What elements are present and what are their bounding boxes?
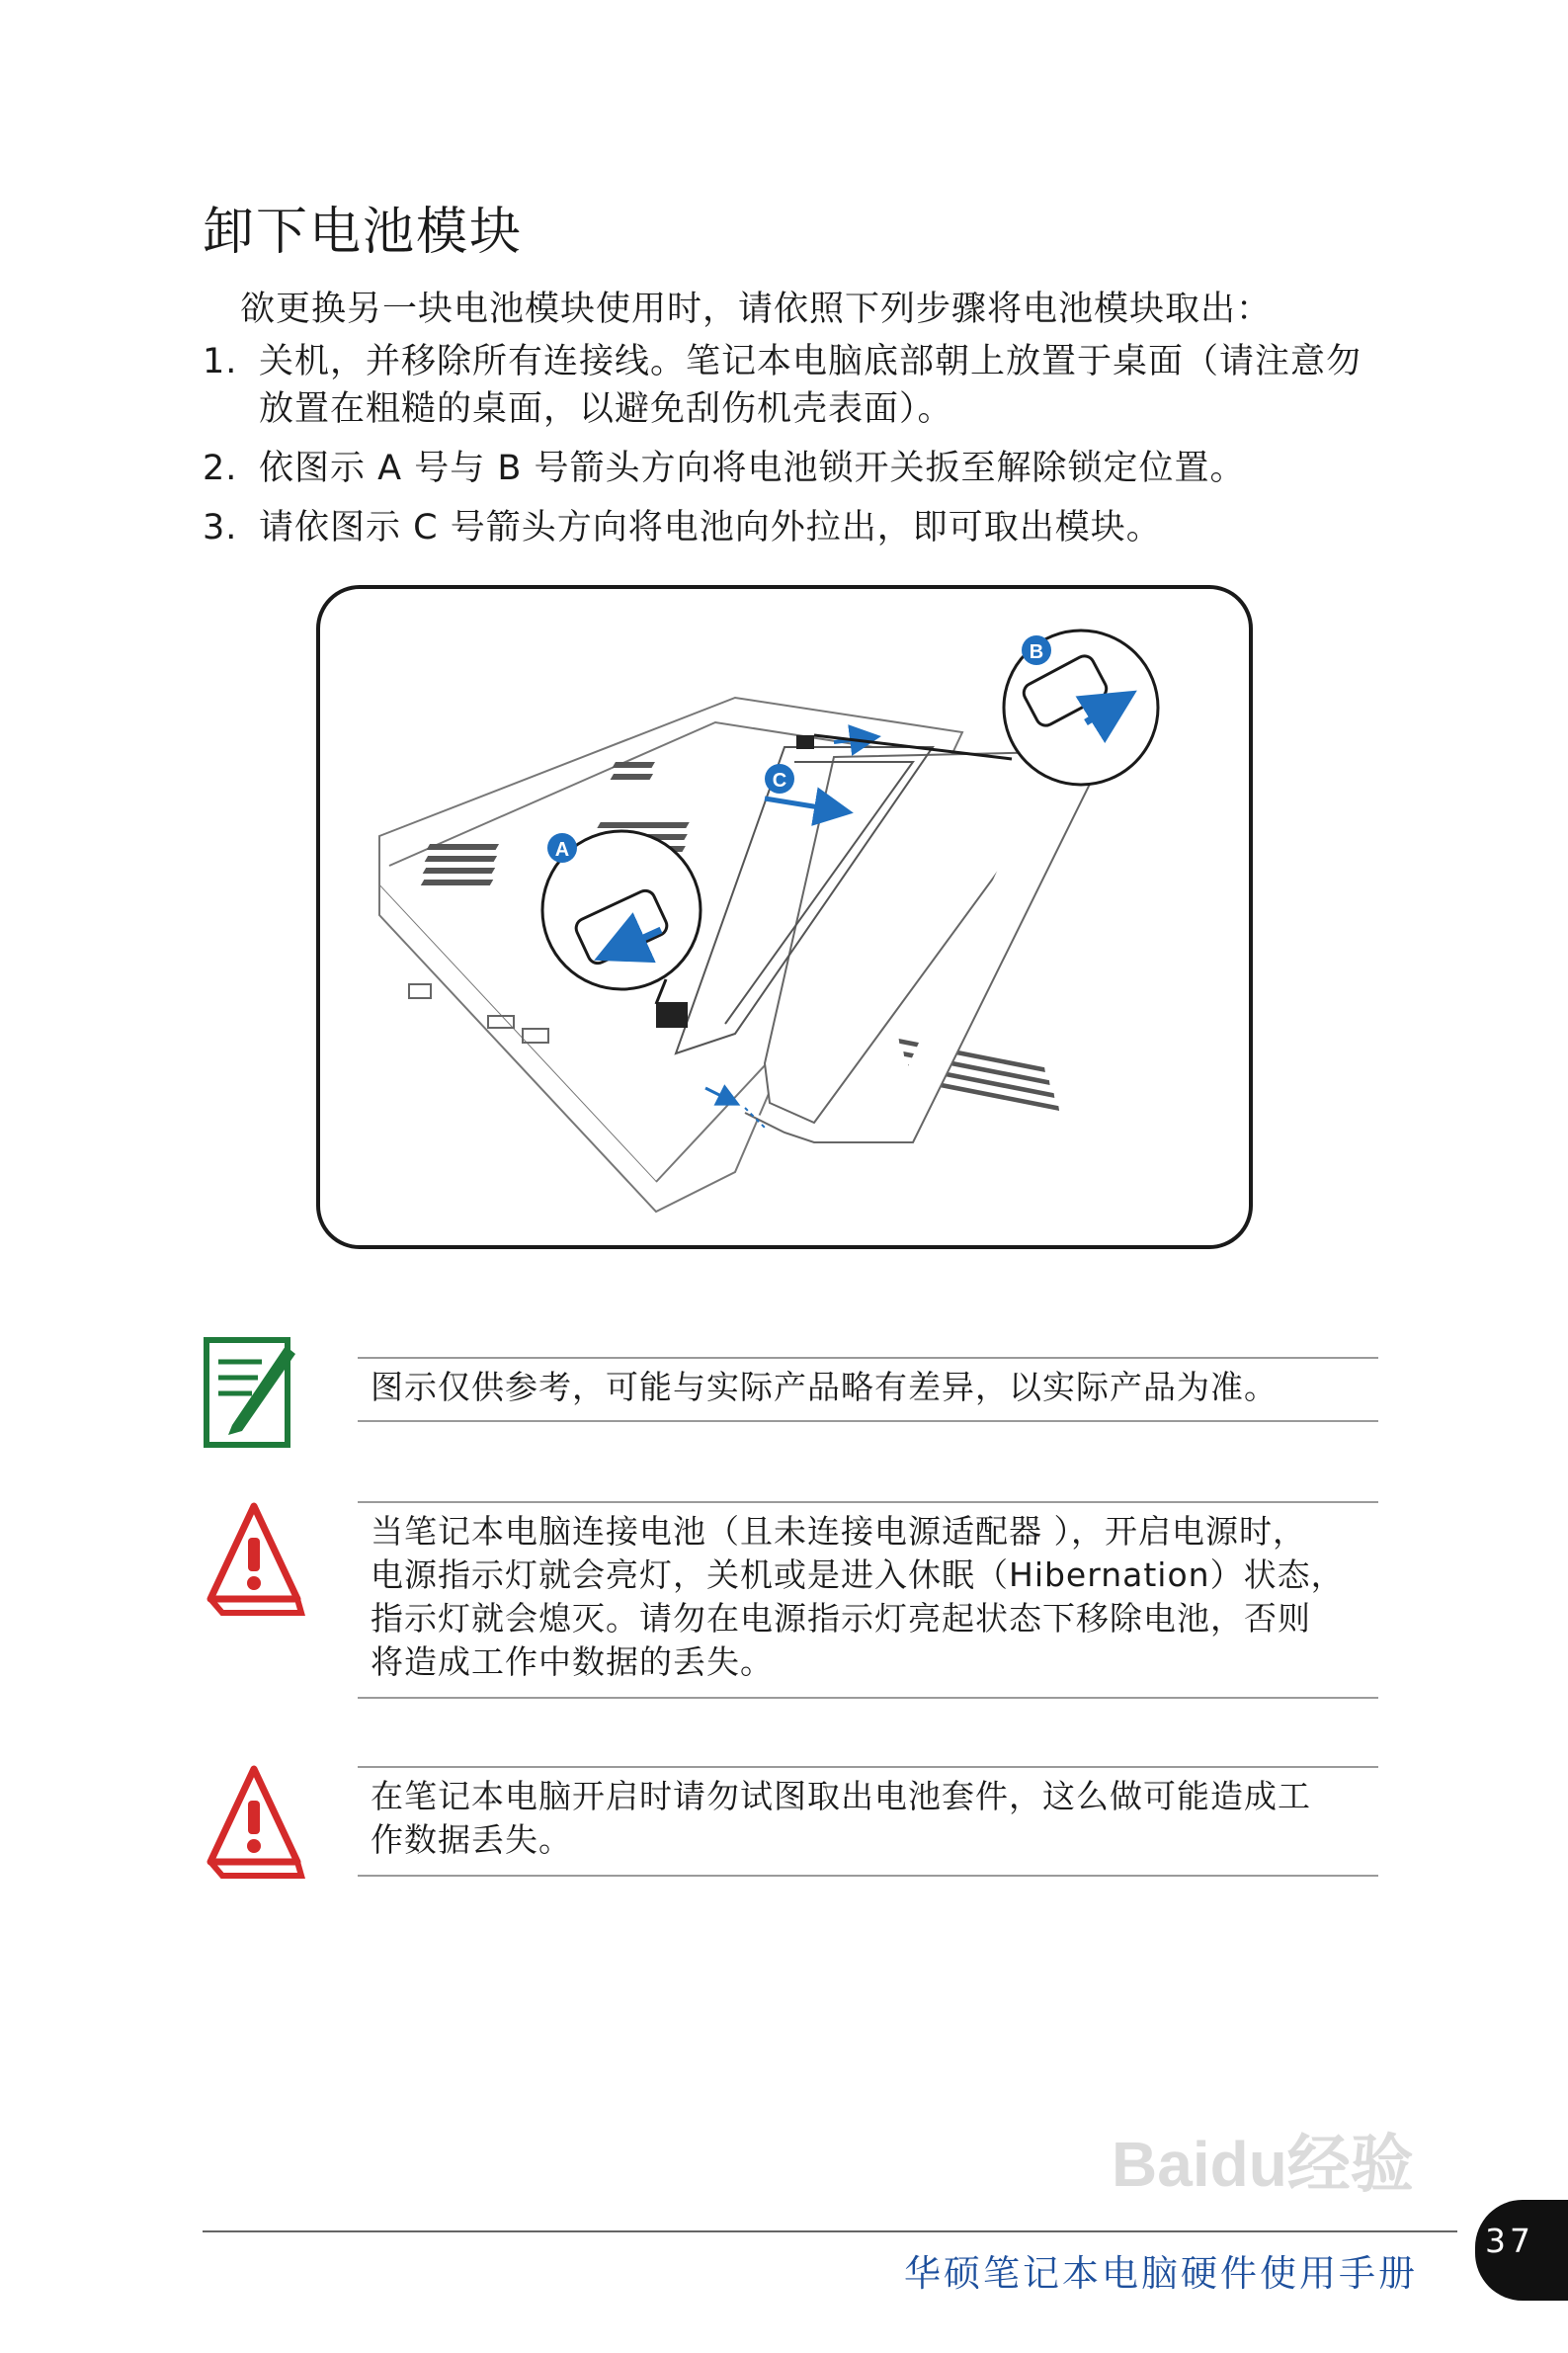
step-number: 2. — [203, 449, 238, 488]
warning-icon — [203, 1763, 305, 1884]
step-item-2 — [203, 445, 1388, 492]
warning2-bottom-rule — [358, 1875, 1378, 1877]
warning2-top-rule — [358, 1766, 1378, 1768]
lock-switch-a — [656, 1002, 688, 1028]
battery-removal-illustration — [316, 585, 1253, 1249]
step-item-3 — [203, 504, 1388, 551]
warning2-text — [371, 1775, 1378, 1862]
note-top-rule — [358, 1357, 1378, 1359]
warning1-bottom-rule — [358, 1697, 1378, 1699]
warning1-text — [371, 1510, 1378, 1684]
step-text-line: 请依图示 C 号箭头方向将电池向外拉出，即可取出模块。 — [259, 508, 1162, 547]
baidu-watermark-logo — [1112, 2125, 1467, 2208]
warning2-line: 作数据丢失。 — [371, 1820, 572, 1859]
step-text-line: 关机，并移除所有连接线。笔记本电脑底部朝上放置于桌面（请注意勿 — [259, 342, 1362, 381]
note-bottom-rule — [358, 1420, 1378, 1422]
note-text: 图示仅供参考，可能与实际产品略有差异，以实际产品为准。 — [371, 1368, 1278, 1406]
warning1-line: 当笔记本电脑连接电池（且未连接电源适配器 ），开启电源时， — [371, 1512, 1306, 1551]
label-a: A — [554, 839, 570, 861]
page-title: 卸下电池模块 — [203, 203, 524, 262]
intro-paragraph: 欲更换另一块电池模块使用时，请依照下列步骤将电池模块取出： — [240, 290, 1273, 329]
step-item-1 — [203, 338, 1388, 433]
warning1-line: 指示灯就会熄灭。请勿在电源指示灯亮起状态下移除电池，否则 — [371, 1599, 1311, 1638]
step-text-line: 放置在粗糙的桌面，以避免刮伤机壳表面）。 — [259, 389, 953, 429]
footer-rule — [203, 2230, 1457, 2232]
warning1-line: 将造成工作中数据的丢失。 — [371, 1642, 774, 1681]
step-number: 1. — [203, 342, 238, 381]
svg-text:Baidu经验: Baidu经验 — [1112, 2129, 1414, 2200]
warning2-line: 在笔记本电脑开启时请勿试图取出电池套件，这么做可能造成工 — [371, 1777, 1311, 1815]
warning1-line: 电源指示灯就会亮灯，关机或是进入休眠（Hibernation）状态， — [371, 1555, 1345, 1594]
step-number: 3. — [203, 508, 238, 547]
laptop-battery-diagram — [320, 589, 1249, 1245]
warning-icon — [203, 1500, 305, 1621]
warning1-top-rule — [358, 1501, 1378, 1503]
note-pencil-icon — [203, 1336, 297, 1455]
footer-manual-title: 华硕笔记本电脑硬件使用手册 — [904, 2252, 1418, 2295]
label-b: B — [1029, 641, 1044, 663]
step-text-line: 依图示 A 号与 B 号箭头方向将电池锁开关扳至解除锁定位置。 — [259, 449, 1246, 488]
lock-switch-b — [796, 735, 814, 749]
page-number: 37 — [1485, 2222, 1534, 2260]
label-c: C — [772, 770, 787, 792]
